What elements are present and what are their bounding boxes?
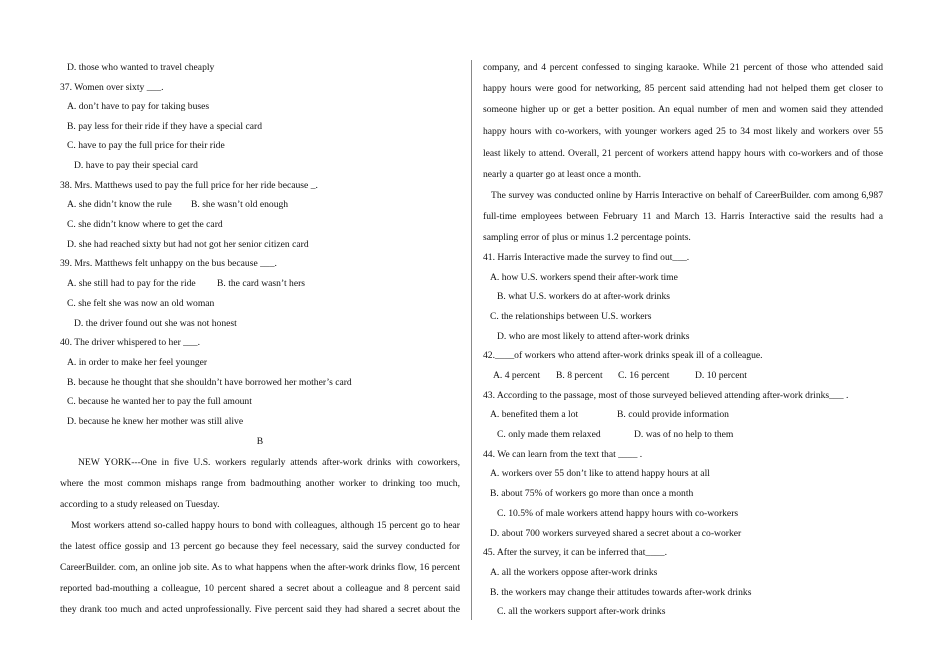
column-divider xyxy=(471,60,472,620)
q39-option-c: C. she felt she was now an old woman xyxy=(67,298,215,309)
passage-line: reported bad-mouthing a colleague, 10 percent shared a secret about a colleague and 8 percent said xyxy=(60,583,460,594)
q42-option-c: C. 16 percent xyxy=(618,370,670,381)
passage-line: CareerBuilder. com, an online job site. As to what happens when the after-work drinks flow, 16 percent xyxy=(60,562,460,573)
q44-option-b: B. about 75% of workers go more than once a month xyxy=(490,488,694,499)
passage-line: Most workers attend so-called happy hours to bond with colleagues, although 15 percent go to hear xyxy=(71,520,460,531)
q43-option-c: C. only made them relaxed xyxy=(497,429,601,440)
q39-option-b: B. the card wasn’t hers xyxy=(217,278,306,289)
q45-stem: 45. After the survey, it can be inferred that____. xyxy=(483,547,667,558)
passage-line: according to a study released on Tuesday. xyxy=(60,499,220,510)
q43-option-b: B. could provide information xyxy=(617,409,729,420)
q44-stem: 44. We can learn from the text that ____ . xyxy=(483,449,643,460)
passage-line: least likely to attend. Overall, 21 percent of workers attend happy hours with co-workers and of those xyxy=(483,148,883,159)
q44-option-a: A. workers over 55 don’t like to attend happy hours at all xyxy=(490,468,710,479)
q45-option-c: C. all the workers support after-work drinks xyxy=(497,606,666,617)
q45-option-a: A. all the workers oppose after-work drinks xyxy=(490,567,658,578)
q37-stem: 37. Women over sixty ___. xyxy=(60,82,164,93)
q43-option-d: D. was of no help to them xyxy=(634,429,734,440)
q37-option-c: C. have to pay the full price for their ride xyxy=(67,140,225,151)
passage-line: they drank too much and acted unprofessionally. Five percent said they had shared a secret about the xyxy=(60,604,460,615)
q39-stem: 39. Mrs. Matthews felt unhappy on the bus because ___. xyxy=(60,258,277,269)
passage-line: where the most common mishaps range from badmouthing another worker to drinking too much, xyxy=(60,478,460,489)
passage-line: The survey was conducted online by Harris Interactive on behalf of CareerBuilder. com among 6,987 xyxy=(491,190,883,201)
q40-stem: 40. The driver whispered to her ___. xyxy=(60,337,200,348)
q38-option-b: B. she wasn’t old enough xyxy=(191,199,289,210)
q42-option-a: A. 4 percent xyxy=(493,370,541,381)
q42-option-d: D. 10 percent xyxy=(695,370,747,381)
q38-option-a: A. she didn’t know the rule xyxy=(67,199,172,210)
passage-line: sampling error of plus or minus 1.2 percentage points. xyxy=(483,232,691,243)
q37-option-b: B. pay less for their ride if they have a special card xyxy=(67,121,262,132)
q41-option-b: B. what U.S. workers do at after-work drinks xyxy=(497,291,670,302)
passage-line: NEW YORK---One in five U.S. workers regularly attends after-work drinks with coworkers, xyxy=(78,457,460,468)
q44-option-c: C. 10.5% of male workers attend happy hours with co-workers xyxy=(497,508,739,519)
q40-option-c: C. because he wanted her to pay the full amount xyxy=(67,396,252,407)
q41-option-a: A. how U.S. workers spend their after-work time xyxy=(490,272,678,283)
q41-stem: 41. Harris Interactive made the survey to find out___. xyxy=(483,252,690,263)
passage-line: company, and 4 percent confessed to singing karaoke. While 21 percent of those who attended said xyxy=(483,62,883,73)
passage-line: someone higher up or get a better position. An equal number of men and women said they attended xyxy=(483,104,883,115)
section-b-heading: B xyxy=(256,436,264,447)
q43-stem: 43. According to the passage, most of those surveyed believed attending after-work drinks___ . xyxy=(483,390,849,401)
q41-option-d: D. who are most likely to attend after-work drinks xyxy=(497,331,690,342)
q40-option-b: B. because he thought that she shouldn’t have borrowed her mother’s card xyxy=(67,377,352,388)
q39-option-d: D. the driver found out she was not honest xyxy=(74,318,237,329)
q44-option-d: D. about 700 workers surveyed shared a secret about a co-worker xyxy=(490,528,742,539)
q42-option-b: B. 8 percent xyxy=(556,370,603,381)
q37-option-d: D. have to pay their special card xyxy=(74,160,198,171)
passage-line: full-time employees between February 11 and March 13. Harris Interactive said the results had a xyxy=(483,211,883,222)
q38-option-d: D. she had reached sixty but had not got her senior citizen card xyxy=(67,239,309,250)
passage-line: nearly a quarter go at least once a month. xyxy=(483,169,641,180)
q40-option-a: A. in order to make her feel younger xyxy=(67,357,208,368)
passage-line: the latest office gossip and 13 percent go because they feel necessary, said the survey conducted for xyxy=(60,541,460,552)
q42-stem: 42.____of workers who attend after-work drinks speak ill of a colleague. xyxy=(483,350,763,361)
q36-option-d: D. those who wanted to travel cheaply xyxy=(67,62,215,73)
q43-option-a: A. benefited them a lot xyxy=(490,409,579,420)
passage-line: happy hours were good for networking, 85 percent said attending had not helped them get closer to xyxy=(483,83,883,94)
passage-line: happy hours with co-workers, with younger workers aged 25 to 34 most likely and workers over 55 xyxy=(483,126,883,137)
q39-option-a: A. she still had to pay for the ride xyxy=(67,278,196,289)
q45-option-b: B. the workers may change their attitudes towards after-work drinks xyxy=(490,587,752,598)
q37-option-a: A. don’t have to pay for taking buses xyxy=(67,101,210,112)
q41-option-c: C. the relationships between U.S. workers xyxy=(490,311,652,322)
q38-stem: 38. Mrs. Matthews used to pay the full price for her ride because _. xyxy=(60,180,318,191)
q40-option-d: D. because he knew her mother was still alive xyxy=(67,416,244,427)
q38-option-c: C. she didn’t know where to get the card xyxy=(67,219,223,230)
